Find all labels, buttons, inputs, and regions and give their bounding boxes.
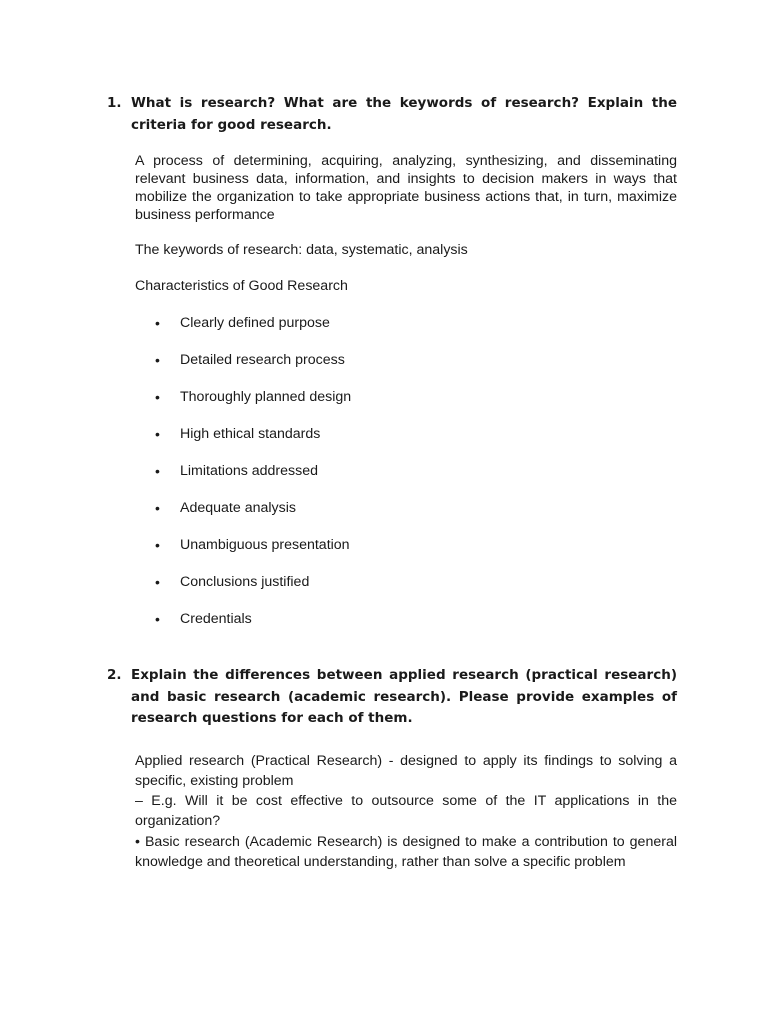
bullet-icon: • [155,574,160,590]
characteristic-label: Conclusions justified [180,574,310,590]
bullet-icon: • [155,463,160,479]
research-definition: A process of determining, acquiring, analyzing, synthesizing, and disseminating relevant business data, information, and insights to decision makers in ways that mobilize the organization to take appropriate business actions that, in turn, maximize business performance [135,153,677,223]
characteristic-label: Clearly defined purpose [180,315,330,331]
bullet-icon: • [155,315,160,331]
bullet-icon: • [155,611,160,627]
characteristic-label: Thoroughly planned design [180,389,352,405]
question-2-number: 2. [107,667,122,683]
characteristic-label: Adequate analysis [180,500,296,516]
research-keywords: The keywords of research: data, systematic, analysis [135,242,468,258]
bullet-icon: • [155,500,160,516]
characteristic-label: Unambiguous presentation [180,537,350,553]
basic-research-description: • Basic research (Academic Research) is designed to make a contribution to general knowledge and theoretical understanding, rather than solve a specific problem [135,834,677,871]
characteristic-label: Credentials [180,611,252,627]
characteristics-heading: Characteristics of Good Research [135,278,348,294]
question-1-number: 1. [107,95,122,111]
question-1 [107,93,677,136]
applied-research-example: – E.g. Will it be cost effective to outsource some of the IT applications in the organization? [135,793,677,830]
bullet-icon: • [155,426,160,442]
bullet-icon: • [155,537,160,553]
applied-research-description: Applied research (Practical Research) - designed to apply its findings to solving a specific, existing problem [135,753,677,790]
question-2-text: Explain the differences between applied research (practical research) and basic research (academic research). Please provide examples of research questions for each of them. [131,667,677,726]
question-1-text: What is research? What are the keywords of research? Explain the criteria for good research. [131,95,677,133]
bullet-icon: • [155,389,160,405]
bullet-icon: • [155,352,160,368]
characteristic-label: Limitations addressed [180,463,319,479]
characteristic-label: Detailed research process [180,352,345,368]
question-2 [107,665,677,730]
characteristic-label: High ethical standards [180,426,321,442]
